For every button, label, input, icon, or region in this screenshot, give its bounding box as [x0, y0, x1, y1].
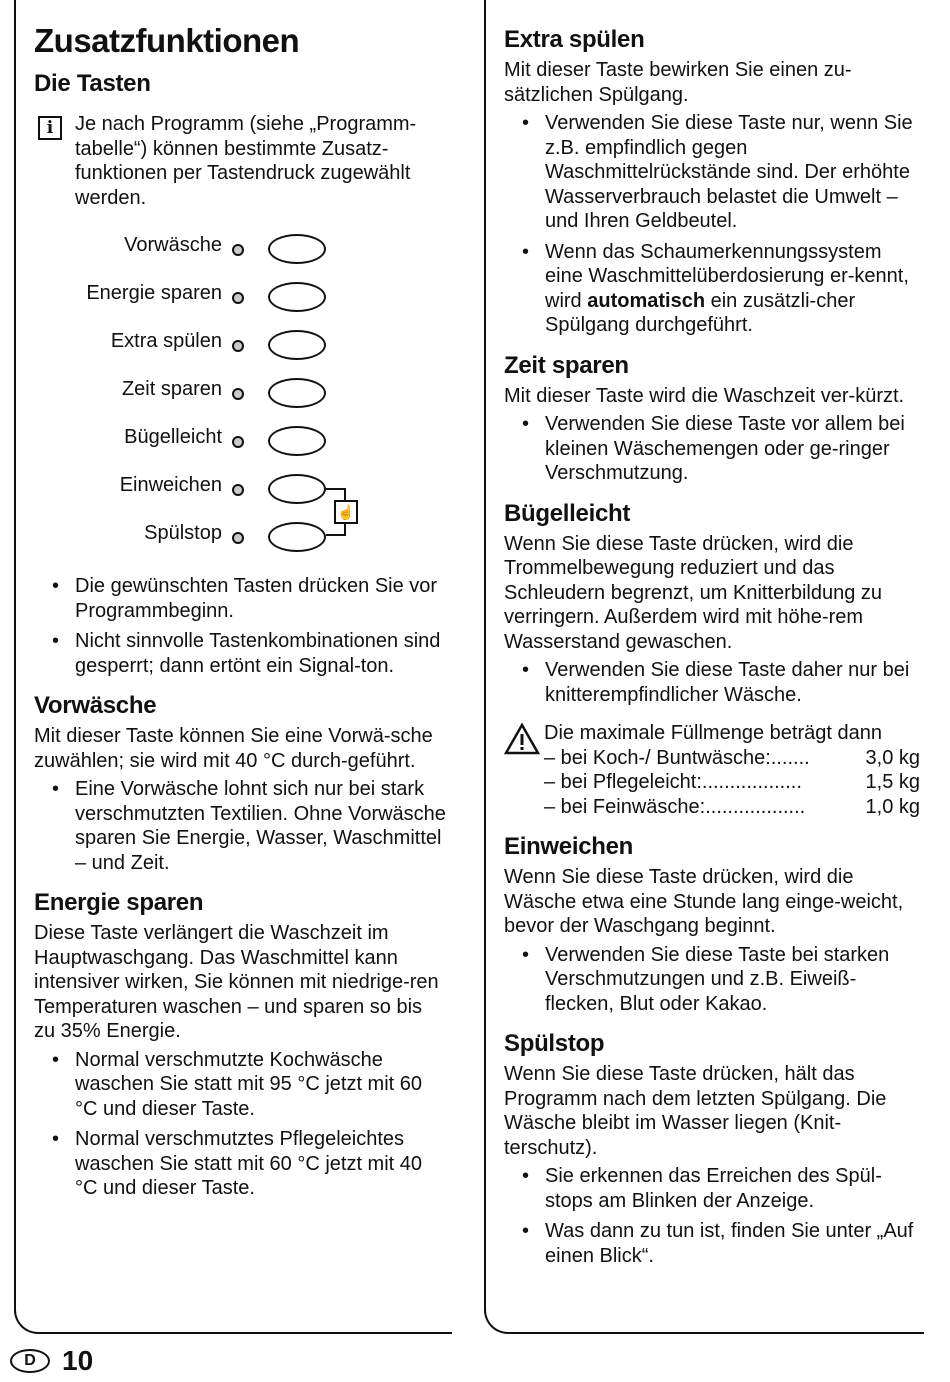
button-row-energie-sparen [34, 278, 334, 314]
button-label: Spülstop [144, 522, 222, 544]
paragraph: Wenn Sie diese Taste drücken, hält das Programm nach dem letzten Spülgang. Die Wäsche bleibt im Wasser liegen (Knit-terschutz). [504, 1063, 887, 1159]
warning-row [544, 795, 920, 820]
list-item: • Normal verschmutzte Kochwäsche waschen Sie statt mit 95 °C jetzt mit 60 °C und dieser Taste. [34, 1048, 448, 1122]
warning-value: 3,0 kg [865, 746, 920, 769]
function-button [268, 378, 326, 408]
list-item: • Normal verschmutztes Pflegeleichtes waschen Sie statt mit 60 °C jetzt mit 40 °C und dieser Taste. [34, 1127, 448, 1201]
button-row-vorwaesche [34, 230, 334, 266]
function-button [268, 522, 326, 552]
warning-row [544, 770, 920, 795]
emphasis: automatisch [587, 289, 706, 312]
button-label: Einweichen [119, 474, 222, 496]
button-label: Vorwäsche [124, 234, 222, 256]
heading-buegelleicht: Bügelleicht [504, 499, 631, 527]
section-spuelstop [504, 1030, 920, 1268]
heading-extra-spuelen: Extra spülen [504, 26, 645, 53]
function-button [268, 330, 326, 360]
country-badge: D [10, 1349, 50, 1373]
function-button [268, 282, 326, 312]
leader-dots: .................. [701, 771, 802, 793]
paragraph: Diese Taste verlängert die Waschzeit im Hauptwaschgang. Das Waschmittel kann intensiver wirken, Sie können mit niedrige-ren Temperaturen waschen – und sparen so bis zu 35% Energie. [34, 922, 439, 1042]
button-label: Extra spülen [110, 330, 222, 352]
section-energie-sparen [34, 889, 448, 1201]
paragraph: Wenn Sie diese Taste drücken, wird die Trommelbewegung reduziert und das Schleudern begrenzt, um Knitterbildung zu verringern. Außerdem wird mit höhe-rem Wasserstand gewaschen. [504, 532, 883, 653]
indicator-led [232, 340, 244, 352]
section-extra-spuelen [504, 26, 920, 338]
left-column [14, 0, 452, 1334]
paragraph: Mit dieser Taste wird die Waschzeit ver-kürzt. [504, 384, 905, 407]
text-fragment: ein zusätzli-cher Spülgang durchgeführt. [545, 289, 856, 336]
indicator-led [232, 292, 244, 304]
spuelstop-bullets [504, 1164, 920, 1268]
function-button [268, 234, 326, 264]
warning-label: – bei Pflegeleicht: [544, 771, 702, 793]
button-label: Zeit sparen [121, 378, 222, 400]
list-item: • Nicht sinnvolle Tastenkombinationen sind gesperrt; dann ertönt ein Signal-ton. [34, 629, 448, 678]
paragraph: Mit dieser Taste können Sie eine Vorwä-sche zuwählen; sie wird mit 40 °C durch-geführt. [34, 725, 433, 772]
section-einweichen [504, 833, 920, 1016]
warning-label: – bei Koch-/ Buntwäsche: [544, 746, 771, 769]
info-note [34, 112, 448, 210]
button-row-spuelstop [34, 518, 334, 554]
list-item: • Verwenden Sie diese Taste bei starken Verschmutzungen und z.B. Eiweiß-flecken, Blut oder Kakao. [504, 943, 920, 1017]
list-item: • Verwenden Sie diese Taste daher nur bei knitterempfindlicher Wäsche. [504, 658, 920, 707]
paragraph: Mit dieser Taste bewirken Sie einen zu-sätzlichen Spülgang. [504, 59, 852, 106]
list-item: • Die gewünschten Tasten drücken Sie vor Programmbeginn. [34, 574, 448, 623]
section-vorwaesche [34, 692, 448, 875]
list-item: • Sie erkennen das Erreichen des Spül-stops am Blinken der Anzeige. [504, 1164, 920, 1213]
list-item: • Eine Vorwäsche lohnt sich nur bei stark verschmutzten Textilien. Ohne Vorwäsche sparen Sie Energie, Wasser, Waschmittel – und Zeit. [34, 777, 448, 875]
indicator-led [232, 244, 244, 256]
heading-energie-sparen: Energie sparen [34, 889, 204, 916]
indicator-led [232, 484, 244, 496]
heading-zeit-sparen: Zeit sparen [504, 351, 629, 379]
tasten-bullets [34, 574, 448, 678]
warning-note [504, 721, 920, 819]
button-row-extra-spuelen [34, 326, 334, 362]
button-panel-diagram [34, 230, 448, 570]
section-buegelleicht [504, 500, 920, 820]
leader-dots: .................. [705, 795, 806, 818]
section-die-tasten [34, 70, 448, 678]
heading-vorwaesche: Vorwäsche [34, 692, 157, 719]
leader-dots: ....... [770, 746, 810, 769]
button-label: Energie sparen [86, 282, 222, 304]
list-item: • Verwenden Sie diese Taste vor allem bei kleinen Wäschemengen oder ge-ringer Verschmutzung. [504, 412, 920, 486]
function-button [268, 426, 326, 456]
indicator-led [232, 388, 244, 400]
buegel-bullets [504, 658, 920, 707]
heading-einweichen: Einweichen [504, 833, 634, 860]
warning-title [544, 721, 920, 746]
warning-value: 1,0 kg [865, 795, 920, 818]
energie-bullets [34, 1048, 448, 1201]
button-row-zeit-sparen [34, 374, 334, 410]
info-icon: i [38, 116, 62, 140]
list-item: • Was dann zu tun ist, finden Sie unter „Auf einen Blick“. [504, 1219, 920, 1268]
einweichen-bullets [504, 943, 920, 1017]
warning-icon [504, 723, 540, 755]
zeit-bullets [504, 412, 920, 486]
button-label: Bügelleicht [124, 426, 222, 448]
page-title: Zusatzfunktionen [34, 22, 300, 59]
list-item: • Verwenden Sie diese Taste nur, wenn Sie z.B. empfindlich gegen Waschmittelrückstände sind. Der erhöhte Wasserverbrauch belastet die Umwelt – und Ihren Geldbeutel. [504, 111, 920, 234]
heading-die-tasten: Die Tasten [34, 70, 151, 97]
paragraph: Wenn Sie diese Taste drücken, wird die Wäsche etwa eine Stunde lang einge-weicht, bevor der Waschgang beginnt. [504, 866, 904, 937]
button-row-buegelleicht [34, 422, 334, 458]
page-footer [10, 1343, 93, 1379]
info-text: Je nach Programm (siehe „Programm-tabelle“) können bestimmte Zusatz-funktionen per Tastendruck zugewählt werden. [75, 113, 417, 209]
right-column [484, 0, 924, 1334]
page-number: 10 [62, 1345, 94, 1376]
warning-value: 1,5 kg [865, 771, 920, 793]
section-zeit-sparen [504, 352, 920, 486]
hand-icon: ☝ [334, 500, 358, 524]
indicator-led [232, 532, 244, 544]
button-row-einweichen [34, 470, 334, 506]
indicator-led [232, 436, 244, 448]
vorwaesche-bullets [34, 777, 448, 875]
text-fragment: Wenn das Schaumerkennungssystem eine Waschmittelüberdosierung er-kennt, wird [545, 240, 909, 312]
warning-row [544, 746, 920, 771]
extra-bullets [504, 111, 920, 338]
list-item [504, 240, 920, 338]
warning-title-text: Die maximale Füllmenge beträgt dann [544, 722, 882, 744]
warning-label: – bei Feinwäsche: [544, 795, 706, 818]
heading-spuelstop: Spülstop [504, 1030, 605, 1057]
function-button [268, 474, 326, 504]
